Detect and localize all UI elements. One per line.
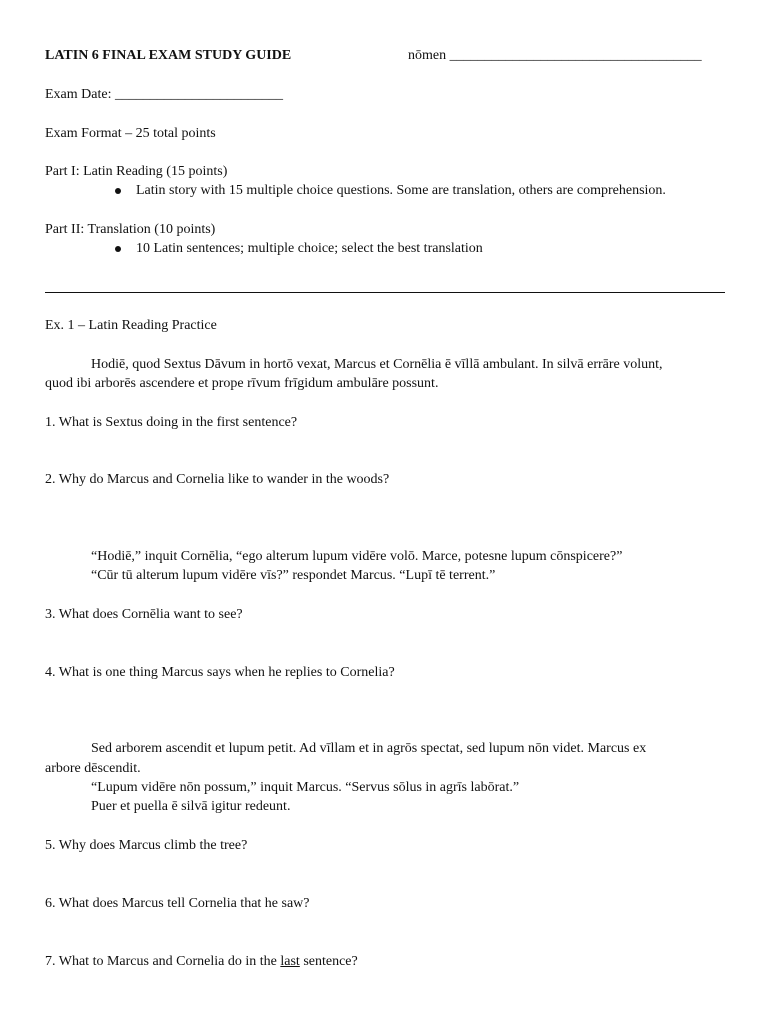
question-2: 2. Why do Marcus and Cornelia like to wander in the woods? <box>45 472 390 487</box>
exercise-heading: Ex. 1 – Latin Reading Practice <box>45 318 217 333</box>
part1-title: Part I: Latin Reading (15 points) <box>45 164 228 179</box>
nomen-field: nōmen ____________________________________ <box>408 48 702 63</box>
question-7 <box>45 953 358 971</box>
part1-bullet: Latin story with 15 multiple choice questions. Some are translation, others are comprehension. <box>136 183 666 198</box>
question-4: 4. What is one thing Marcus says when he replies to Cornelia? <box>45 665 395 680</box>
passage-2-line-2: “Cūr tū alterum lupum vidēre vīs?” respondet Marcus. “Lupī tē terrent.” <box>91 568 496 583</box>
bullet-icon <box>115 246 121 252</box>
exam-date-field: Exam Date: ________________________ <box>45 87 283 102</box>
passage-2-line-1: “Hodiē,” inquit Cornēlia, “ego alterum lupum vidēre volō. Marce, potesne lupum cōnspicere?” <box>91 549 623 564</box>
question-6: 6. What does Marcus tell Cornelia that he saw? <box>45 896 310 911</box>
part2-title: Part II: Translation (10 points) <box>45 222 216 237</box>
section-divider <box>45 292 725 293</box>
question-3: 3. What does Cornēlia want to see? <box>45 607 243 622</box>
page-title: LATIN 6 FINAL EXAM STUDY GUIDE <box>45 48 292 63</box>
passage-3-line-2: arbore dēscendit. <box>45 761 141 776</box>
passage-3-line-3: “Lupum vidēre nōn possum,” inquit Marcus. “Servus sōlus in agrīs labōrat.” <box>91 780 520 795</box>
question-5: 5. Why does Marcus climb the tree? <box>45 838 248 853</box>
question-7-underlined-word: last <box>280 954 300 969</box>
part2-bullet: 10 Latin sentences; multiple choice; select the best translation <box>136 241 483 256</box>
bullet-icon <box>115 188 121 194</box>
passage-1-line-2: quod ibi arborēs ascendere et prope rīvum frīgidum ambulāre possunt. <box>45 376 439 391</box>
question-1: 1. What is Sextus doing in the first sentence? <box>45 415 298 430</box>
passage-1-line-1: Hodiē, quod Sextus Dāvum in hortō vexat, Marcus et Cornēlia ē vīllā ambulant. In silvā errāre volunt, <box>91 357 663 372</box>
question-7-text-start: 7. What to Marcus and Cornelia do in the <box>45 954 281 969</box>
passage-3-line-4: Puer et puella ē silvā igitur redeunt. <box>91 799 291 814</box>
passage-3-line-1: Sed arborem ascendit et lupum petit. Ad vīllam et in agrōs spectat, sed lupum nōn videt. Marcus ex <box>91 741 647 756</box>
exam-format-heading: Exam Format – 25 total points <box>45 126 216 141</box>
question-7-text-end: sentence? <box>299 954 358 969</box>
